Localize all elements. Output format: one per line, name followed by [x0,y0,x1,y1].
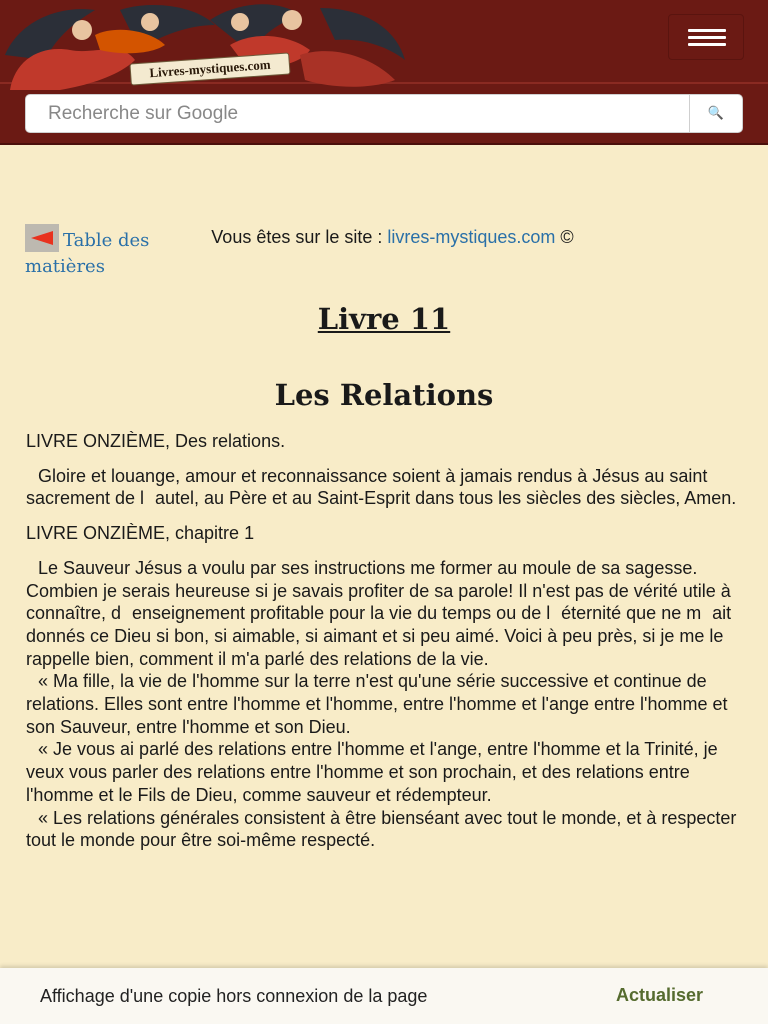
book-title: Livre 11 [317,302,451,336]
site-link[interactable]: livres-mystiques.com [387,227,556,247]
chapter-title: Les Relations [274,378,494,412]
offline-message: Affichage d'une copie hors connexion de la page [40,986,428,1006]
hamburger-menu-button[interactable] [668,14,744,60]
offline-copy-bar [0,968,768,1024]
robe-shape [300,51,395,87]
paragraph: « Les relations générales consistent à être bienséant avec tout le monde, et à respecter tout le monde pour être soi-même respecté. [26,807,737,851]
hamburger-menu-icon [688,29,726,32]
table-of-contents-link[interactable] [25,224,225,280]
angel-face [141,13,159,31]
hamburger-menu-icon [688,43,726,46]
search-button[interactable]: 🔍 [689,94,743,133]
toc-label[interactable]: Table des matières [25,230,150,277]
article-body [26,430,748,852]
site-header [0,0,768,145]
angel-face [72,20,92,40]
copyright-mark: © [555,227,574,247]
paragraph: Le Sauveur Jésus a voulu par ses instructions me former au moule de sa sagesse. Combien je serais heureuse si je savais profiter de sa parole! Il n'est pas de vérité utile à connaître, denseignement profitable pour la vie du temps ou de léternité que ne mait donnés ce Dieu si bon, si aimable, si aimant et si peu aimé. Voici à peu près, si je me le rappelle bien, comment il m'a parlé des relations de la vie. [26,557,732,669]
paragraph: Gloire et louange, amour et reconnaissance soient à jamais rendus à Jésus au saint sacrement de lautel, au Père et au Saint-Esprit dans tous les siècles des siècles, Amen. [26,465,737,509]
angel-face [231,13,249,31]
site-prefix: Vous êtes sur le site : [211,227,388,247]
back-arrow-icon[interactable] [25,224,59,252]
site-notice [210,226,575,249]
paragraph: « Ma fille, la vie de l'homme sur la terre n'est qu'une série successive et continue de relations. Elles sont entre l'homme et l'homme, entre l'homme et l'ange entre l'homme et son Sauveur, entre l'homme et son Dieu. [26,671,728,737]
paragraph: « Je vous ai parlé des relations entre l'homme et l'ange, entre l'homme et la Trinité, je veux vous parler des relations entre l'homme et son prochain, et des relations entre l'homme et le Fils de Dieu, comme sauveur et rédempteur. [26,739,718,805]
hamburger-menu-icon [688,36,726,39]
section-heading: LIVRE ONZIÈME, Des relations. [26,431,286,451]
refresh-button[interactable]: Actualiser [616,985,704,1005]
logo-banner[interactable]: Livres-mystiques.com [129,52,290,85]
angel-face [282,10,302,30]
google-search-input[interactable] [25,94,690,133]
section-heading: LIVRE ONZIÈME, chapitre 1 [26,523,255,544]
